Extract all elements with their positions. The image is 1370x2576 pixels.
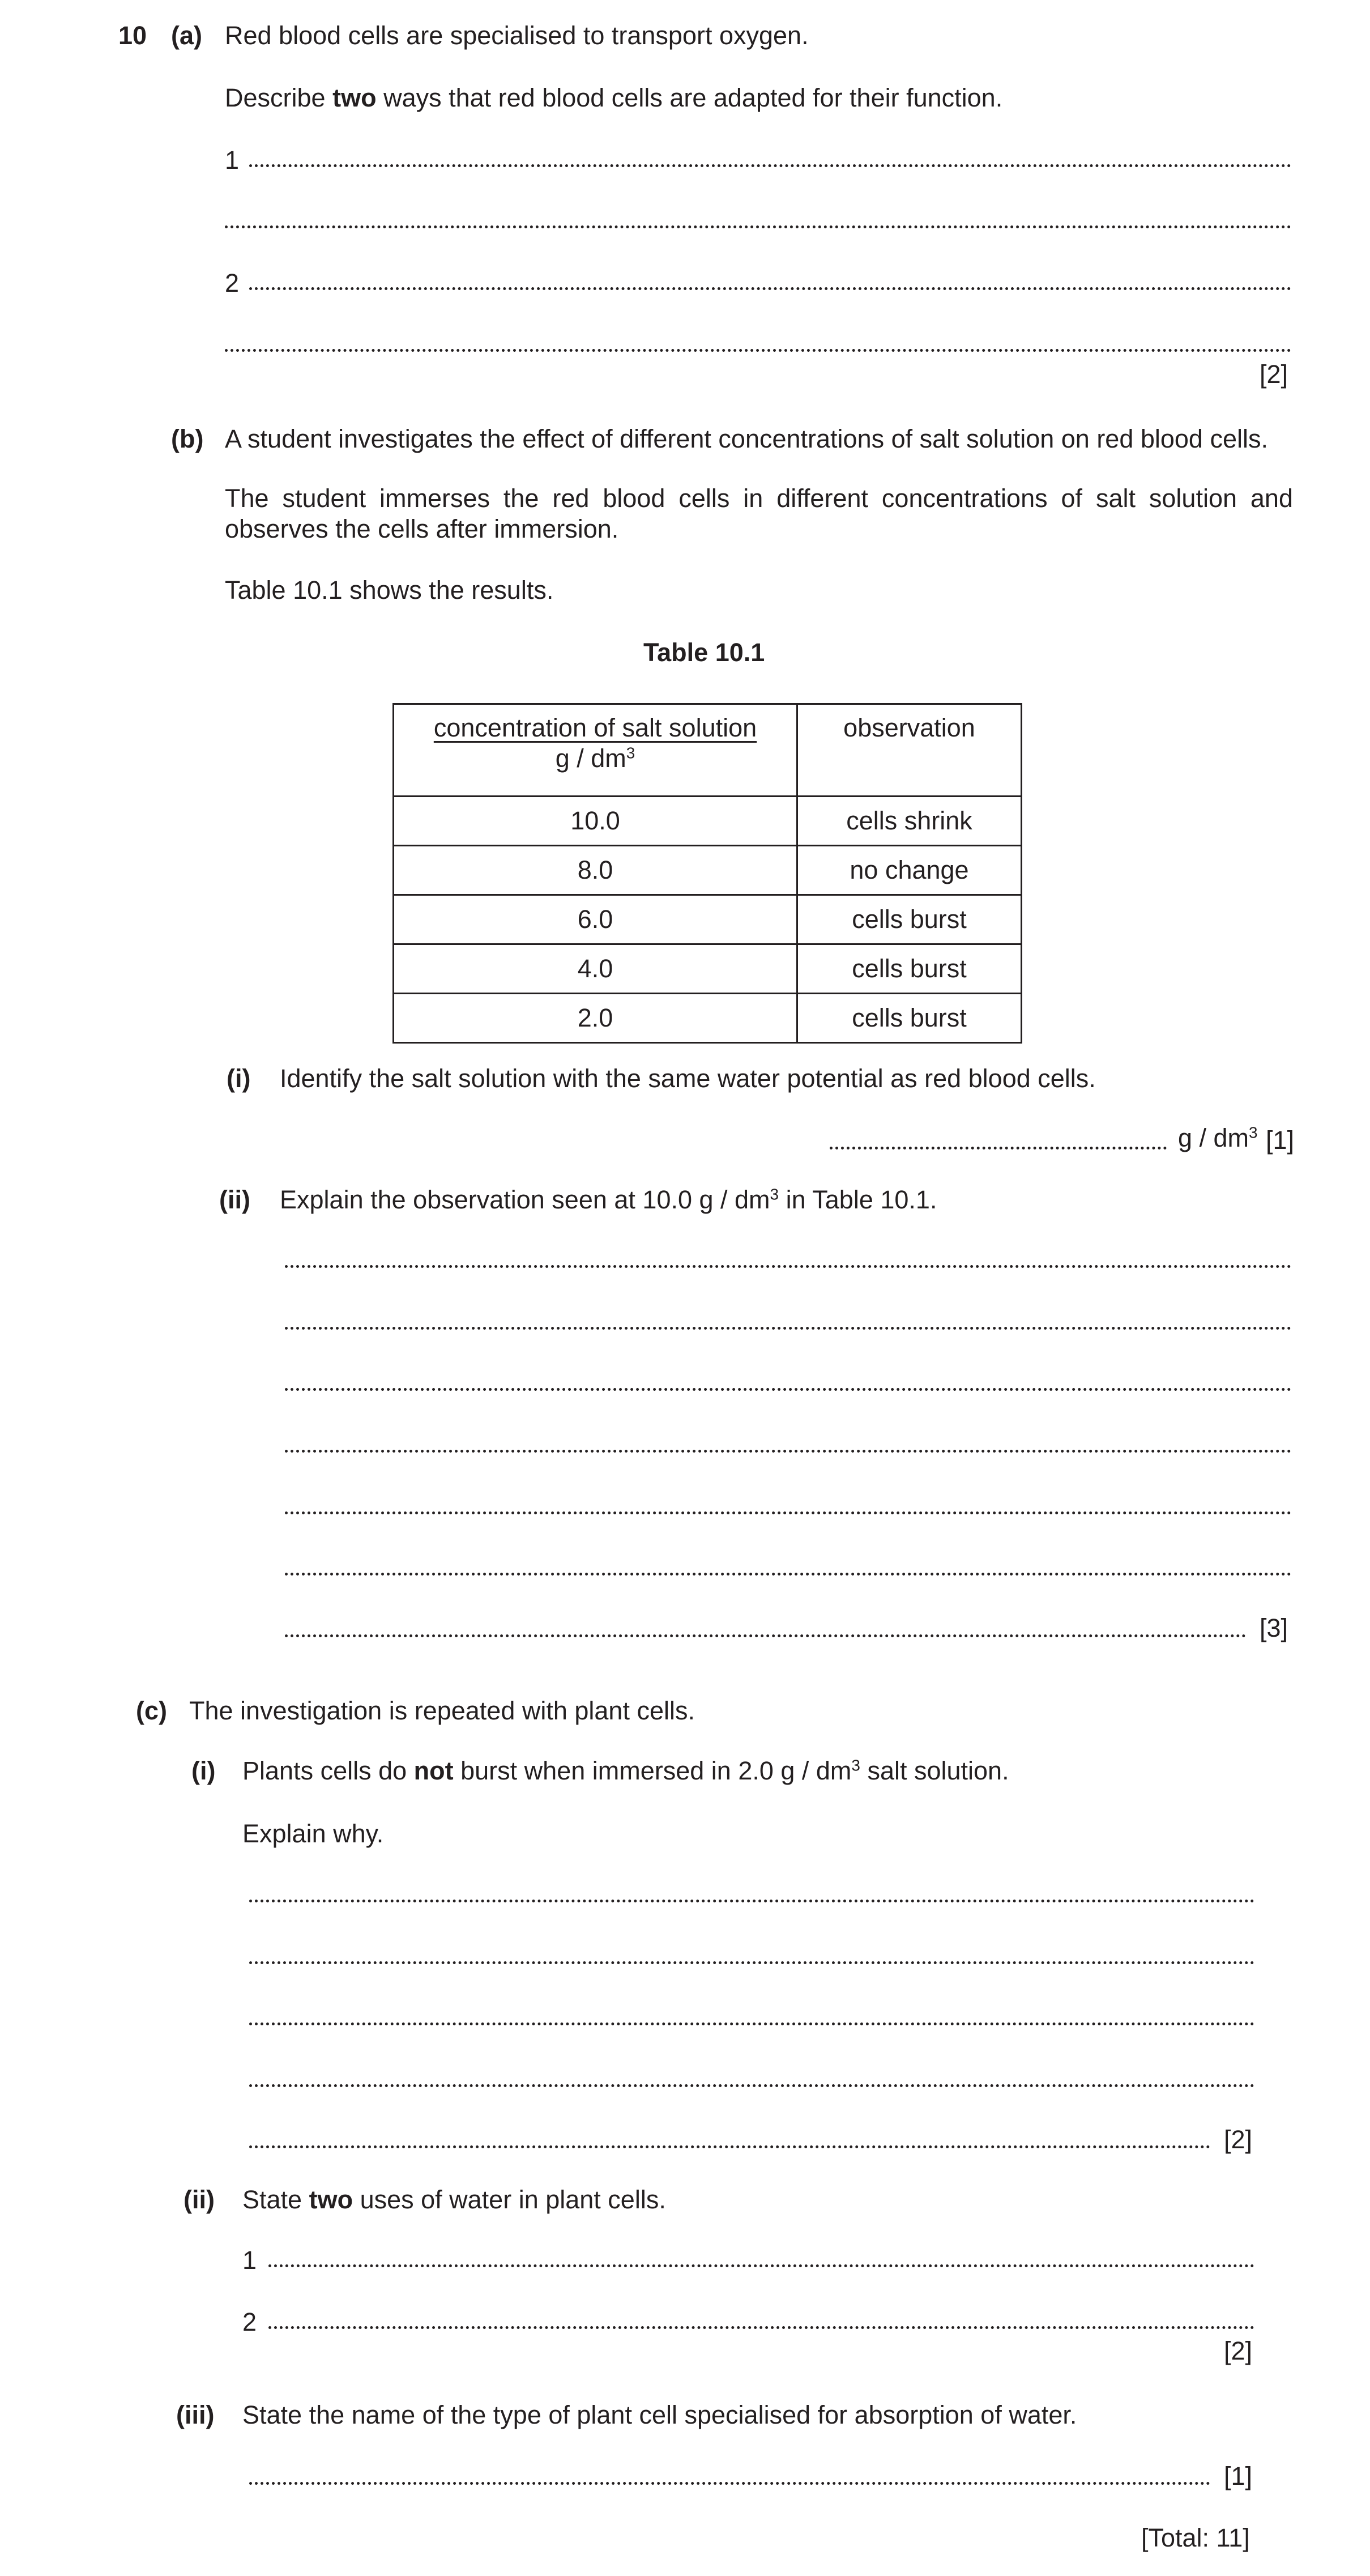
answer-line-a1-continued[interactable] <box>225 225 1291 228</box>
part-c-i-marks: [2] <box>1224 2125 1253 2154</box>
table-header-observation: observation <box>797 704 1022 797</box>
part-b-stem: A student investigates the effect of different concentrations of salt solution on red blood cells. <box>225 424 1268 453</box>
results-table <box>392 703 1022 1044</box>
table-cell-concentration: 6.0 <box>394 895 797 944</box>
part-b-label: (b) <box>171 424 204 453</box>
answer-line-c-i-4[interactable] <box>249 2084 1254 2087</box>
part-a-marks: [2] <box>1260 360 1288 389</box>
table-row <box>394 994 1022 1043</box>
answer-line-a2-continued[interactable] <box>225 349 1291 352</box>
question-number: 10 <box>118 21 147 50</box>
part-c-i-text: Plants cells do not burst when immersed in 2.0 g / $dm^3$ salt solution. <box>242 1756 1009 1785</box>
table-cell-observation: cells burst <box>797 895 1022 944</box>
part-b-ii-label: (ii) <box>219 1185 250 1214</box>
answer-line-b-ii-4[interactable] <box>285 1450 1291 1453</box>
part-c-iii-label: (iii) <box>176 2400 215 2429</box>
total-marks: [Total: 11] <box>1141 2523 1250 2552</box>
part-b-i-marks: [1] <box>1266 1126 1295 1155</box>
part-c-ii-marks: [2] <box>1224 2336 1253 2365</box>
answer-line-a1[interactable] <box>249 164 1291 167</box>
answer-line-c-ii-2[interactable] <box>268 2326 1254 2329</box>
part-c-ii-line2-label: 2 <box>242 2307 257 2336</box>
part-a-prompt: Describe two ways that red blood cells are adapted for their function. <box>225 83 1003 112</box>
part-c-ii-text: State two uses of water in plant cells. <box>242 2185 666 2214</box>
part-c-i-label: (i) <box>191 1756 216 1785</box>
answer-line-b-ii-5[interactable] <box>285 1511 1291 1514</box>
part-a-line1-label: 1 <box>225 146 240 174</box>
answer-line-c-i-1[interactable] <box>249 1900 1254 1902</box>
answer-line-a2[interactable] <box>249 287 1291 290</box>
part-b-paragraph: The student immerses the red blood cells in different concentrations of salt solution and observes the cells after immersion. <box>225 484 1293 543</box>
answer-line-c-iii[interactable] <box>249 2482 1210 2485</box>
answer-line-b-i[interactable] <box>830 1147 1167 1149</box>
part-c-ii-line1-label: 1 <box>242 2246 257 2275</box>
table-row <box>394 797 1022 846</box>
part-b-i-unit: g / $dm^3$ <box>1178 1123 1258 1152</box>
table-cell-concentration: 8.0 <box>394 846 797 895</box>
part-a-line2-label: 2 <box>225 269 240 297</box>
table-row <box>394 846 1022 895</box>
answer-line-c-ii-1[interactable] <box>268 2264 1254 2267</box>
part-b-ii-marks: [3] <box>1260 1613 1288 1642</box>
table-row <box>394 895 1022 944</box>
table-cell-concentration: 4.0 <box>394 944 797 994</box>
answer-line-c-i-2[interactable] <box>249 1961 1254 1964</box>
part-b-table-ref: Table 10.1 shows the results. <box>225 576 554 604</box>
answer-line-b-ii-2[interactable] <box>285 1327 1291 1330</box>
table-header-concentration: concentration of salt solution g / $dm^3$ <box>394 704 797 797</box>
answer-line-c-i-3[interactable] <box>249 2023 1254 2025</box>
part-c-i-prompt: Explain why. <box>242 1819 384 1848</box>
table-header-row <box>394 704 1022 797</box>
table-row <box>394 944 1022 994</box>
answer-line-b-ii-3[interactable] <box>285 1388 1291 1391</box>
part-c-ii-label: (ii) <box>183 2185 215 2214</box>
table-cell-observation: cells shrink <box>797 797 1022 846</box>
answer-line-b-ii-6[interactable] <box>285 1573 1291 1576</box>
table-cell-observation: no change <box>797 846 1022 895</box>
part-a-label: (a) <box>171 21 202 50</box>
part-c-iii-marks: [1] <box>1224 2462 1253 2490</box>
part-c-label: (c) <box>136 1696 167 1725</box>
part-c-iii-text: State the name of the type of plant cell specialised for absorption of water. <box>242 2400 1077 2429</box>
table-cell-concentration: 2.0 <box>394 994 797 1043</box>
table-cell-concentration: 10.0 <box>394 797 797 846</box>
part-b-i-label: (i) <box>227 1064 251 1093</box>
part-a-stem: Red blood cells are specialised to transport oxygen. <box>225 21 809 50</box>
answer-line-b-ii-7[interactable] <box>285 1634 1246 1637</box>
answer-line-b-ii-1[interactable] <box>285 1265 1291 1268</box>
part-b-ii-text: Explain the observation seen at 10.0 g / $dm^3$ in Table 10.1. <box>280 1185 937 1214</box>
part-b-i-text: Identify the salt solution with the same water potential as red blood cells. <box>280 1064 1096 1093</box>
table-cell-observation: cells burst <box>797 944 1022 994</box>
part-c-stem: The investigation is repeated with plant cells. <box>189 1696 695 1725</box>
table-cell-observation: cells burst <box>797 994 1022 1043</box>
answer-line-c-i-5[interactable] <box>249 2145 1210 2148</box>
table-title: Table 10.1 <box>643 638 765 667</box>
